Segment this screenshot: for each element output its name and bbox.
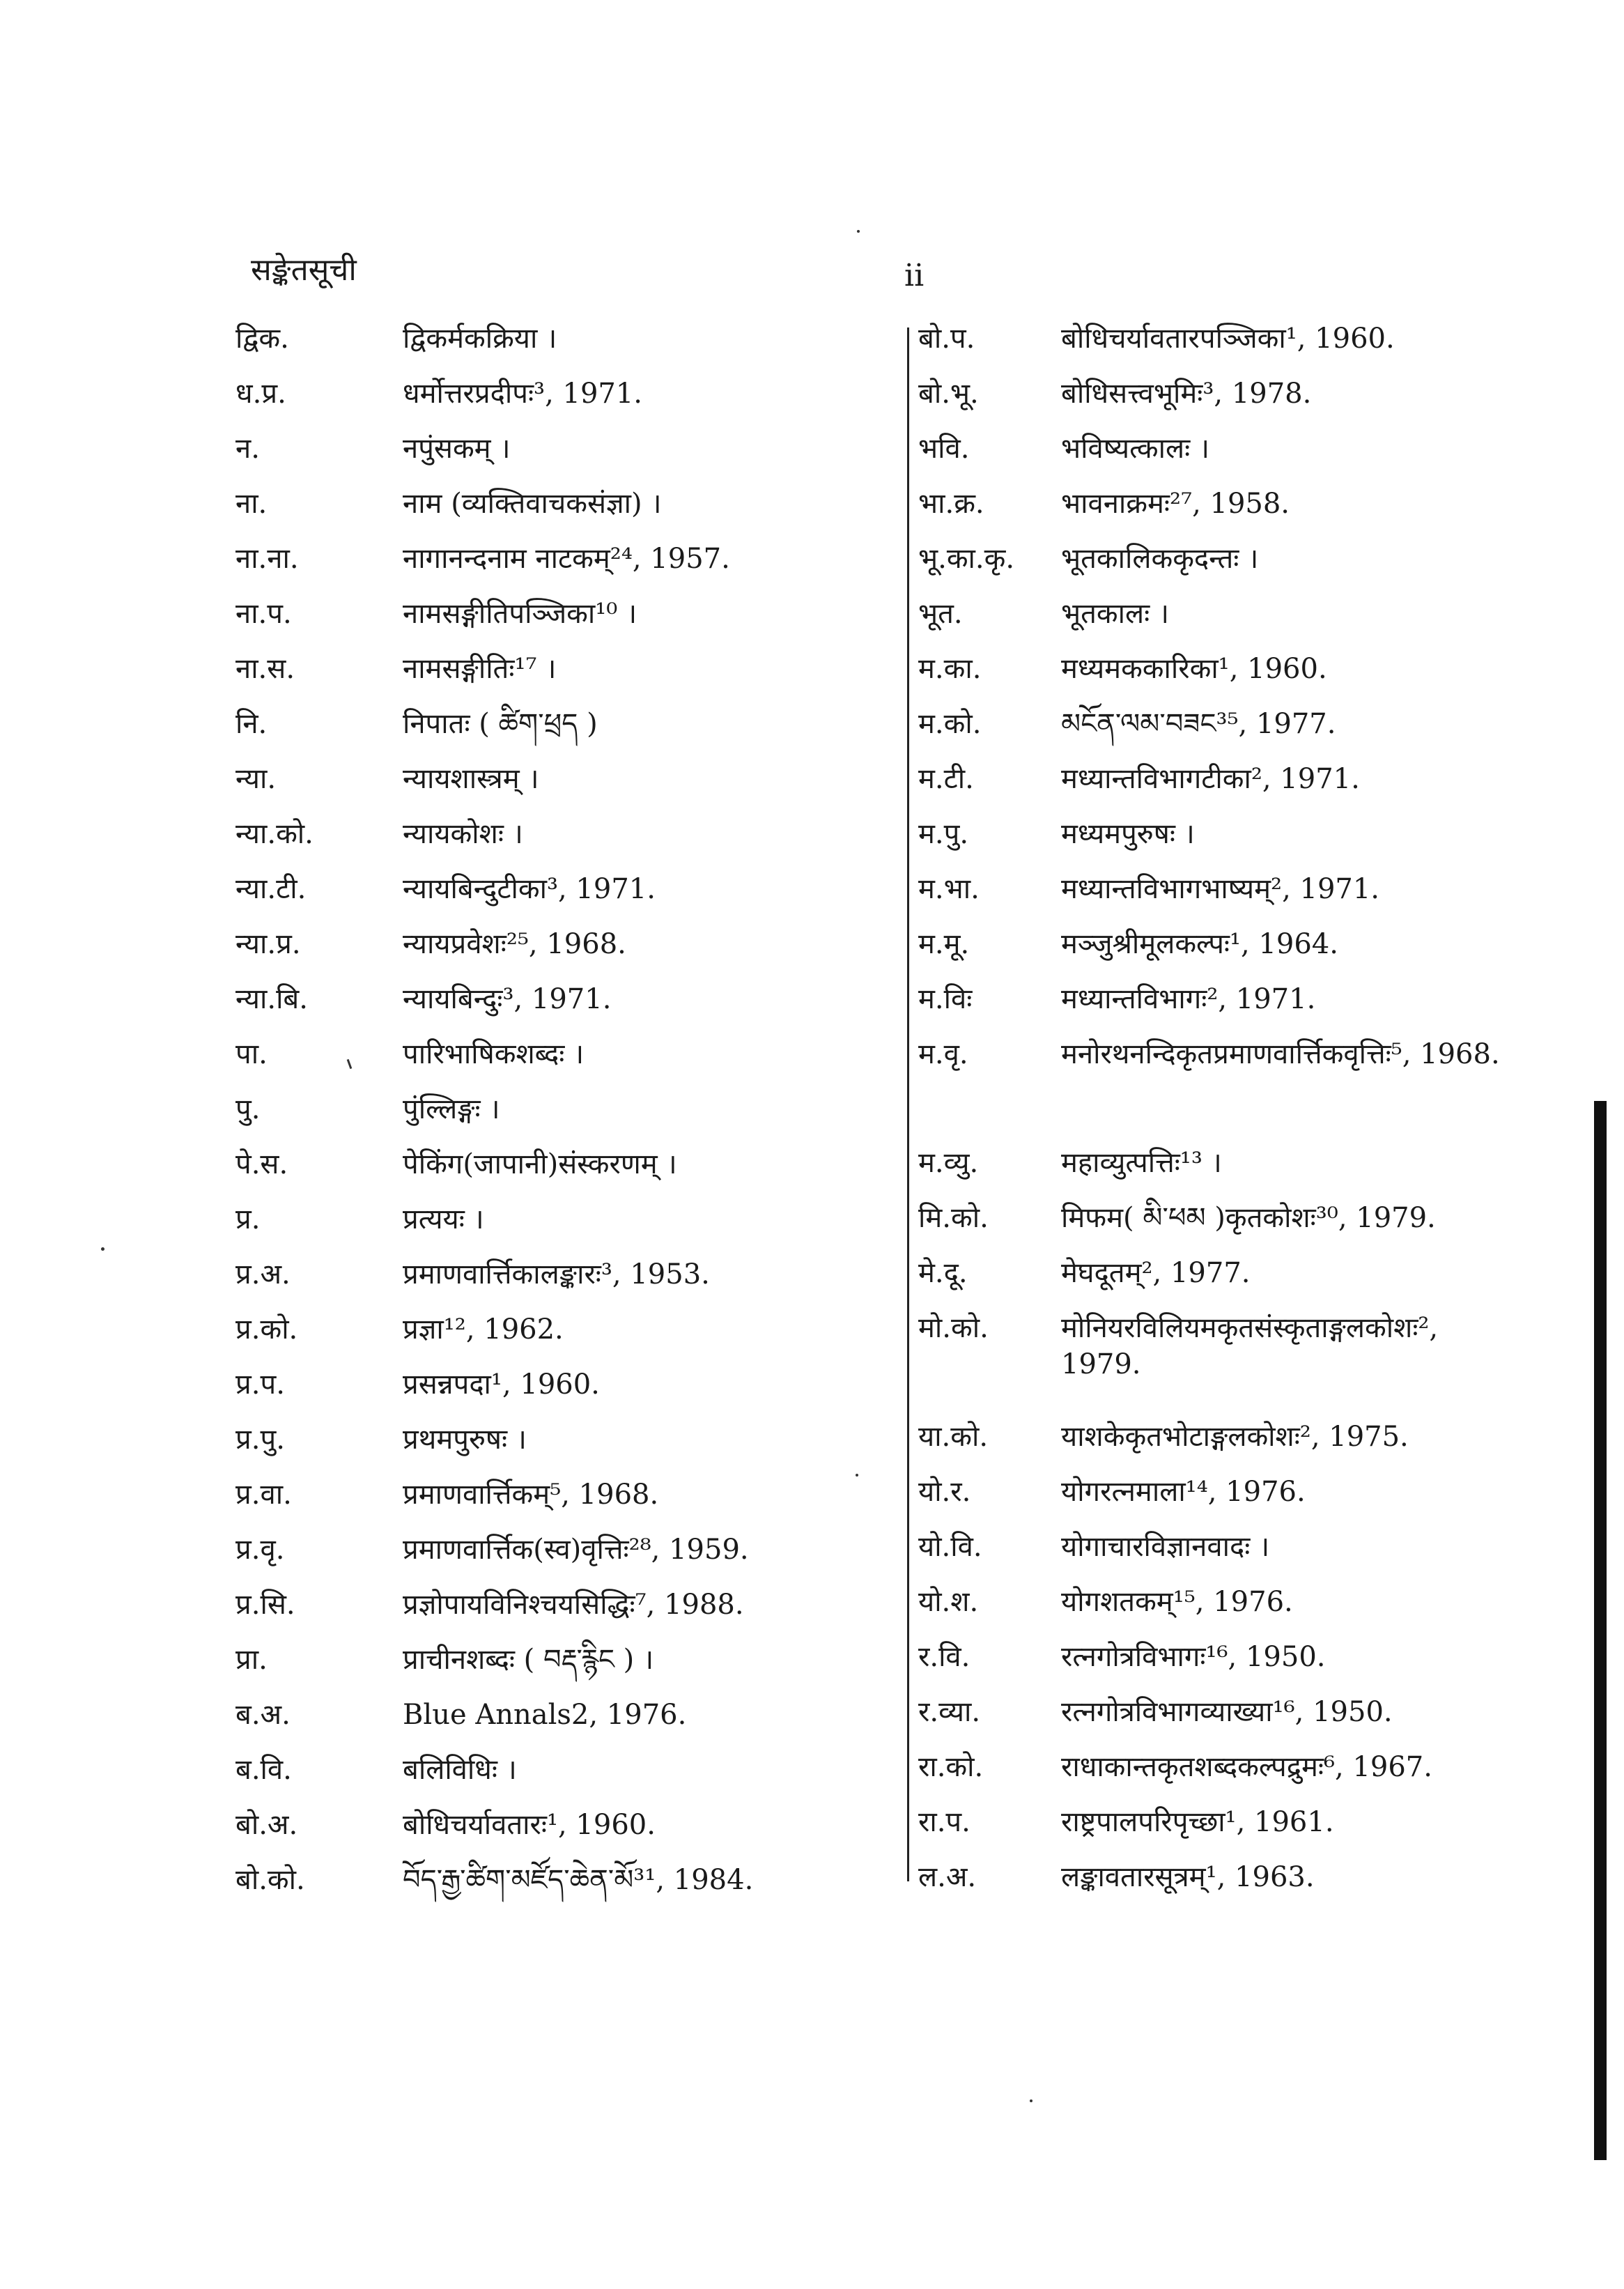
expansion: प्रज्ञोपायविनिश्चयसिद्धिः⁷, 1988. — [403, 1589, 744, 1621]
abbreviation: न्या.प्र. — [235, 928, 301, 960]
right-column — [918, 321, 1531, 1914]
abbreviation-entry — [235, 1036, 863, 1091]
abbreviation-entry — [918, 541, 1531, 596]
abbreviation-entry — [918, 596, 1531, 651]
expansion: बोधिचर्यावतारपञ्जिका¹, 1960. — [1061, 323, 1395, 355]
abbreviation: यो.र. — [918, 1476, 971, 1508]
running-head: सङ्केतसूची — [251, 252, 357, 288]
abbreviation-entry — [235, 1697, 863, 1752]
expansion: प्रमाणवार्त्तिकालङ्कारः³, 1953. — [403, 1258, 710, 1290]
abbreviation: ना. — [235, 488, 268, 520]
expansion: महाव्युत्पत्तिः¹³ । — [1061, 1147, 1222, 1179]
expansion: योगशतकम्¹⁵, 1976. — [1061, 1586, 1293, 1618]
abbreviation: ब.वि. — [235, 1754, 292, 1786]
abbreviation: ना.प. — [235, 598, 292, 630]
abbreviation-entry — [235, 816, 863, 871]
abbreviation-entry — [918, 1804, 1531, 1859]
expansion: निपातः ( ཚིག་ཕྲད ) — [403, 708, 598, 740]
expansion: नपुंसकम् । — [403, 433, 511, 465]
abbreviation-entry — [918, 651, 1531, 706]
expansion: मोनियरविलियमकृतसंस्कृताङ्गलकोशः², 1979. — [1061, 1312, 1439, 1380]
abbreviation: भवि. — [918, 433, 970, 465]
expansion: मेघदूतम्², 1977. — [1061, 1257, 1251, 1289]
expansion: लङ्कावतारसूत्रम्¹, 1963. — [1061, 1861, 1315, 1893]
abbreviation-entry — [918, 1474, 1531, 1529]
expansion: नाम (व्यक्तिवाचकसंज्ञा) । — [403, 488, 662, 520]
abbreviation-entry — [918, 1145, 1531, 1200]
expansion: प्रज्ञा¹², 1962. — [403, 1313, 564, 1346]
abbreviation-entry — [235, 1642, 863, 1697]
expansion: मध्यमककारिका¹, 1960. — [1061, 653, 1327, 685]
abbreviation-entry — [235, 1477, 863, 1532]
expansion: प्रथमपुरुषः । — [403, 1424, 527, 1456]
expansion: न्यायशास्त्रम् । — [403, 763, 539, 795]
expansion: प्रमाणवार्त्तिकम्⁵, 1968. — [403, 1479, 659, 1511]
abbreviation: म.विः — [918, 983, 973, 1015]
expansion: མངོན་ལམ་བཟང³⁵, 1977. — [1061, 708, 1336, 740]
expansion: भविष्यत्कालः । — [1061, 433, 1210, 465]
expansion: मनोरथनन्दिकृतप्रमाणवार्त्तिकवृत्तिः⁵, 1968. — [1061, 1038, 1500, 1070]
abbreviation: ना.स. — [235, 653, 295, 685]
abbreviation: बो.प. — [918, 323, 975, 355]
abbreviation-entry — [918, 981, 1531, 1036]
expansion: रत्नगोत्रविभागः¹⁶, 1950. — [1061, 1641, 1326, 1673]
expansion: योगाचारविज्ञानवादः । — [1061, 1531, 1270, 1563]
abbreviation-entry — [235, 1421, 863, 1477]
abbreviation: न्या.बि. — [235, 983, 308, 1015]
abbreviation-entry — [235, 761, 863, 816]
expansion: राधाकान्तकृतशब्दकल्पद्रुमः⁶, 1967. — [1061, 1751, 1432, 1783]
abbreviation-entry — [235, 1532, 863, 1587]
expansion: द्विकर्मकक्रिया । — [403, 323, 557, 355]
abbreviation: बो.भू. — [918, 378, 979, 410]
abbreviation: पे.स. — [235, 1148, 288, 1180]
expansion: पुंल्लिङ्गः । — [403, 1093, 500, 1125]
expansion: प्रमाणवार्त्तिक(स्व)वृत्तिः²⁸, 1959. — [403, 1534, 749, 1566]
abbreviation-entry — [918, 321, 1531, 376]
abbreviation: म.को. — [918, 708, 982, 740]
abbreviation: म.पु. — [918, 818, 969, 850]
abbreviation-entry — [235, 1256, 863, 1311]
expansion: भावनाक्रमः²⁷, 1958. — [1061, 488, 1290, 520]
abbreviation-entry — [918, 1639, 1531, 1694]
abbreviation-entry — [918, 1200, 1531, 1255]
abbreviation: र.व्या. — [918, 1696, 981, 1728]
left-column — [235, 321, 863, 1917]
expansion: मञ्जुश्रीमूलकल्पः¹, 1964. — [1061, 928, 1338, 960]
expansion: न्यायबिन्दुटीका³, 1971. — [403, 873, 656, 905]
abbreviation-entry — [235, 541, 863, 596]
expansion: रत्नगोत्रविभागव्याख्या¹⁶, 1950. — [1061, 1696, 1393, 1728]
expansion: भूतकालिककृदन्तः । — [1061, 543, 1259, 575]
abbreviation-entry — [235, 651, 863, 706]
abbreviation-entry — [918, 926, 1531, 981]
abbreviation-entry — [918, 376, 1531, 431]
abbreviation: रा.को. — [918, 1751, 984, 1783]
abbreviation-entry — [918, 816, 1531, 871]
abbreviation: र.वि. — [918, 1641, 970, 1673]
expansion: प्रसन्नपदा¹, 1960. — [403, 1369, 600, 1401]
abbreviation-entry — [918, 1310, 1531, 1419]
abbreviation: भू.का.कृ. — [918, 543, 1015, 575]
expansion: मध्यान्तविभागः², 1971. — [1061, 983, 1316, 1015]
expansion: मध्यमपुरुषः । — [1061, 818, 1195, 850]
expansion: मध्यान्तविभागटीका², 1971. — [1061, 763, 1360, 795]
expansion: བོད་རྒྱ་ཚིག་མཛོད་ཆེན་མོ³¹, 1984. — [403, 1864, 754, 1896]
abbreviation: प्र.वा. — [235, 1479, 292, 1511]
expansion: न्यायकोशः । — [403, 818, 523, 850]
abbreviation-entry — [235, 431, 863, 486]
abbreviation: म.व्यु. — [918, 1147, 979, 1179]
page-number: ii — [904, 258, 925, 293]
expansion: बोधिसत्त्वभूमिः³, 1978. — [1061, 378, 1312, 410]
abbreviation-entry — [918, 871, 1531, 926]
abbreviation-entry — [235, 1862, 863, 1917]
abbreviation-entry — [918, 1749, 1531, 1804]
abbreviation-entry — [235, 1807, 863, 1862]
expansion: बलिविधिः । — [403, 1754, 517, 1786]
abbreviation: न्या.को. — [235, 818, 314, 850]
abbreviation-entry — [235, 1311, 863, 1366]
abbreviation: भूत. — [918, 598, 963, 630]
expansion: पारिभाषिकशब्दः । — [403, 1038, 585, 1070]
expansion: धर्मोत्तरप्रदीपः³, 1971. — [403, 378, 643, 410]
abbreviation: द्विक. — [235, 323, 289, 355]
abbreviation-entry — [235, 1091, 863, 1146]
abbreviation: पु. — [235, 1093, 261, 1125]
expansion: नामसङ्गीतिः¹⁷ । — [403, 653, 557, 685]
scan-speck — [857, 230, 860, 233]
abbreviation: म.टी. — [918, 763, 974, 795]
scan-speck — [101, 1247, 105, 1251]
abbreviation-entry — [235, 706, 863, 761]
abbreviation-entry — [918, 1694, 1531, 1749]
abbreviation: यो.वि. — [918, 1531, 982, 1563]
abbreviation: प्रा. — [235, 1644, 268, 1676]
abbreviation: प्र.अ. — [235, 1258, 291, 1290]
abbreviation-entry — [235, 596, 863, 651]
expansion: बोधिचर्यावतारः¹, 1960. — [403, 1809, 656, 1841]
abbreviation-entry — [235, 1366, 863, 1421]
abbreviation-entry — [235, 871, 863, 926]
abbreviation: प्र.वृ. — [235, 1534, 285, 1566]
abbreviation: बो.को. — [235, 1864, 305, 1896]
abbreviation: बो.अ. — [235, 1809, 298, 1841]
abbreviation-entry — [918, 1036, 1531, 1145]
abbreviation: पा. — [235, 1038, 268, 1070]
abbreviation: प्र.प. — [235, 1369, 285, 1401]
abbreviation: मे.दू. — [918, 1257, 968, 1289]
abbreviation-entry — [918, 1584, 1531, 1639]
abbreviation-entry — [235, 376, 863, 431]
abbreviation: म.भा. — [918, 873, 980, 905]
abbreviation: म.वृ. — [918, 1038, 968, 1070]
expansion: योगरत्नमाला¹⁴, 1976. — [1061, 1476, 1306, 1508]
abbreviation: न्या. — [235, 763, 277, 795]
abbreviation-entry — [235, 926, 863, 981]
abbreviation: म.मू. — [918, 928, 970, 960]
expansion: नागानन्दनाम नाटकम्²⁴, 1957. — [403, 543, 730, 575]
abbreviation: न्या.टी. — [235, 873, 307, 905]
abbreviation-entry — [918, 1419, 1531, 1474]
column-divider — [907, 327, 909, 1881]
abbreviation-entry — [235, 1752, 863, 1807]
abbreviation: यो.श. — [918, 1586, 979, 1618]
abbreviation-entry — [235, 486, 863, 541]
expansion: Blue Annals2, 1976. — [403, 1699, 687, 1731]
expansion: याशकेकृतभोटाङ्गलकोशः², 1975. — [1061, 1421, 1409, 1453]
abbreviation-entry — [918, 1529, 1531, 1584]
abbreviation: ब.अ. — [235, 1699, 291, 1731]
abbreviation: म.का. — [918, 653, 982, 685]
abbreviation-entry — [918, 431, 1531, 486]
abbreviation-entry — [235, 1146, 863, 1201]
abbreviation: ध.प्र. — [235, 378, 286, 410]
abbreviation: न. — [235, 433, 260, 465]
scan-speck — [856, 1474, 858, 1477]
expansion: न्यायबिन्दुः³, 1971. — [403, 983, 612, 1015]
abbreviation-entry — [235, 981, 863, 1036]
expansion: मध्यान्तविभागभाष्यम्², 1971. — [1061, 873, 1380, 905]
abbreviation: रा.प. — [918, 1806, 970, 1838]
abbreviation: प्र.सि. — [235, 1589, 295, 1621]
abbreviation: ल.अ. — [918, 1861, 977, 1893]
expansion: प्राचीनशब्दः ( བརྡ་རྙིང ) । — [403, 1644, 654, 1676]
expansion: न्यायप्रवेशः²⁵, 1968. — [403, 928, 626, 960]
abbreviation-entry — [918, 761, 1531, 816]
scan-speck — [1030, 2099, 1033, 2102]
expansion: मिफम( མི་ཕམ )कृतकोशः³⁰, 1979. — [1061, 1202, 1436, 1234]
expansion: पेकिंग(जापानी)संस्करणम् । — [403, 1148, 677, 1180]
abbreviation: प्र.को. — [235, 1313, 298, 1346]
abbreviation-entry — [918, 1859, 1531, 1914]
expansion: प्रत्ययः । — [403, 1203, 484, 1235]
abbreviation: मि.को. — [918, 1202, 989, 1234]
scan-edge-bar — [1594, 1101, 1607, 2160]
expansion: भूतकालः । — [1061, 598, 1170, 630]
abbreviation-entry — [918, 706, 1531, 761]
expansion: राष्ट्रपालपरिपृच्छा¹, 1961. — [1061, 1806, 1334, 1838]
abbreviation: नि. — [235, 708, 268, 740]
abbreviation-entry — [918, 1255, 1531, 1310]
abbreviation: प्र.पु. — [235, 1424, 285, 1456]
abbreviation: या.को. — [918, 1421, 989, 1453]
expansion: नामसङ्गीतिपञ्जिका¹⁰ । — [403, 598, 637, 630]
abbreviation: ना.ना. — [235, 543, 299, 575]
abbreviation: मो.को. — [918, 1312, 989, 1344]
abbreviation-entry — [235, 1201, 863, 1256]
abbreviation-entry — [918, 486, 1531, 541]
abbreviation: भा.क्र. — [918, 488, 984, 520]
abbreviation-entry — [235, 321, 863, 376]
abbreviation: प्र. — [235, 1203, 261, 1235]
abbreviation-entry — [235, 1587, 863, 1642]
